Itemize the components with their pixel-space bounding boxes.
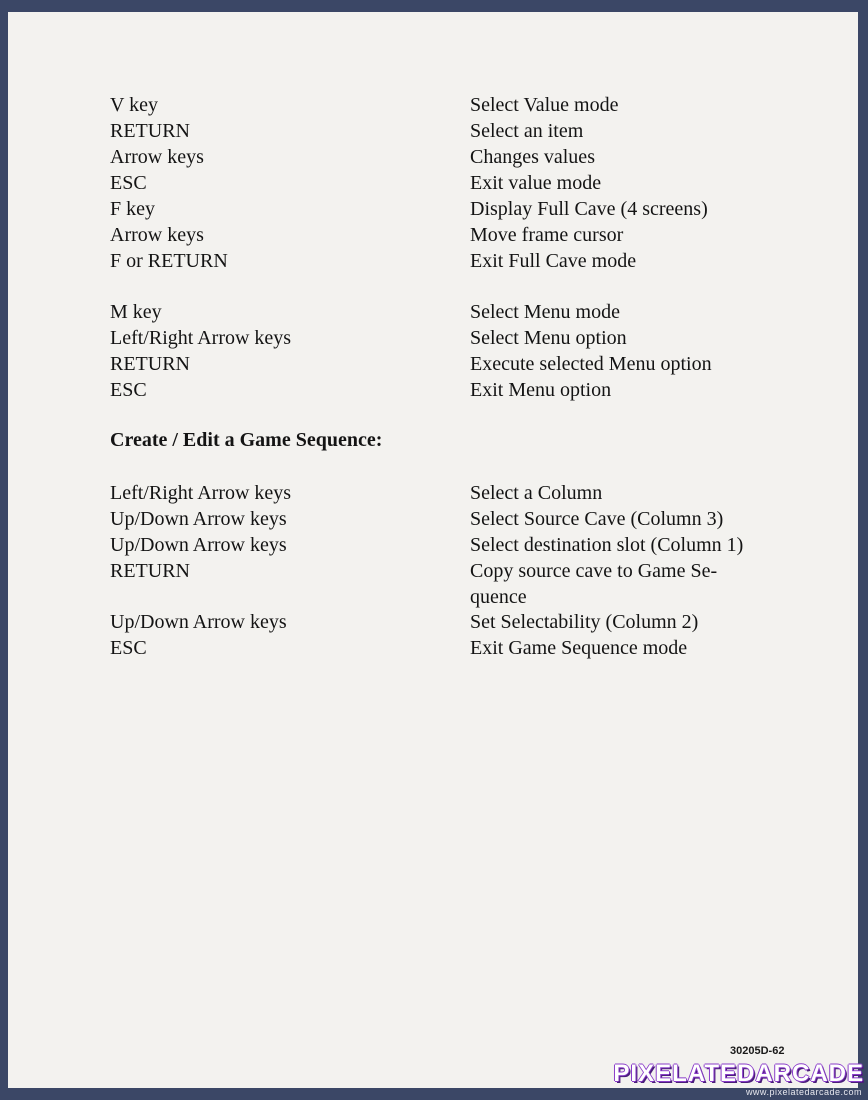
key-description: Exit Game Sequence mode [470,637,688,659]
watermark-url: www.pixelatedarcade.com [745,1087,862,1097]
key-label: Up/Down Arrow keys [110,611,287,633]
key-description-line: quence [470,586,527,608]
key-label: F or RETURN [110,250,228,272]
key-label: RETURN [110,120,190,142]
key-description: Select an item [470,120,584,142]
key-label: ESC [110,172,147,194]
key-label: RETURN [110,353,190,375]
key-description: Display Full Cave (4 screens) [470,198,708,220]
key-label: RETURN [110,560,190,582]
key-description: Select Menu option [470,327,627,349]
key-description: Execute selected Menu option [470,353,712,375]
document-code: 30205D-62 [730,1045,785,1057]
key-description: Exit Full Cave mode [470,250,637,272]
key-description: Exit Menu option [470,379,612,401]
key-label: F key [110,198,155,220]
key-description [470,558,770,610]
key-description-line: Copy source cave to Game Se- [470,560,718,582]
key-description: Set Selectability (Column 2) [470,611,699,633]
key-label: Left/Right Arrow keys [110,327,292,349]
key-label: Arrow keys [110,224,204,246]
key-description: Changes values [470,146,595,168]
key-description: Select destination slot (Column 1) [470,534,744,556]
key-label: ESC [110,379,147,401]
watermark-logo: PIXELATEDARCADE [613,1060,864,1087]
key-description: Move frame cursor [470,224,624,246]
key-label: Up/Down Arrow keys [110,534,287,556]
key-description: Exit value mode [470,172,602,194]
key-description: Select Menu mode [470,301,620,323]
key-label: M key [110,301,162,323]
key-label: ESC [110,637,147,659]
key-label: Left/Right Arrow keys [110,482,292,504]
key-label: V key [110,94,158,116]
key-label: Arrow keys [110,146,204,168]
key-description: Select a Column [470,482,603,504]
section-heading: Create / Edit a Game Sequence: [110,429,383,451]
key-description: Select Value mode [470,94,619,116]
manual-page [8,12,858,1088]
key-label: Up/Down Arrow keys [110,508,287,530]
key-description: Select Source Cave (Column 3) [470,508,724,530]
